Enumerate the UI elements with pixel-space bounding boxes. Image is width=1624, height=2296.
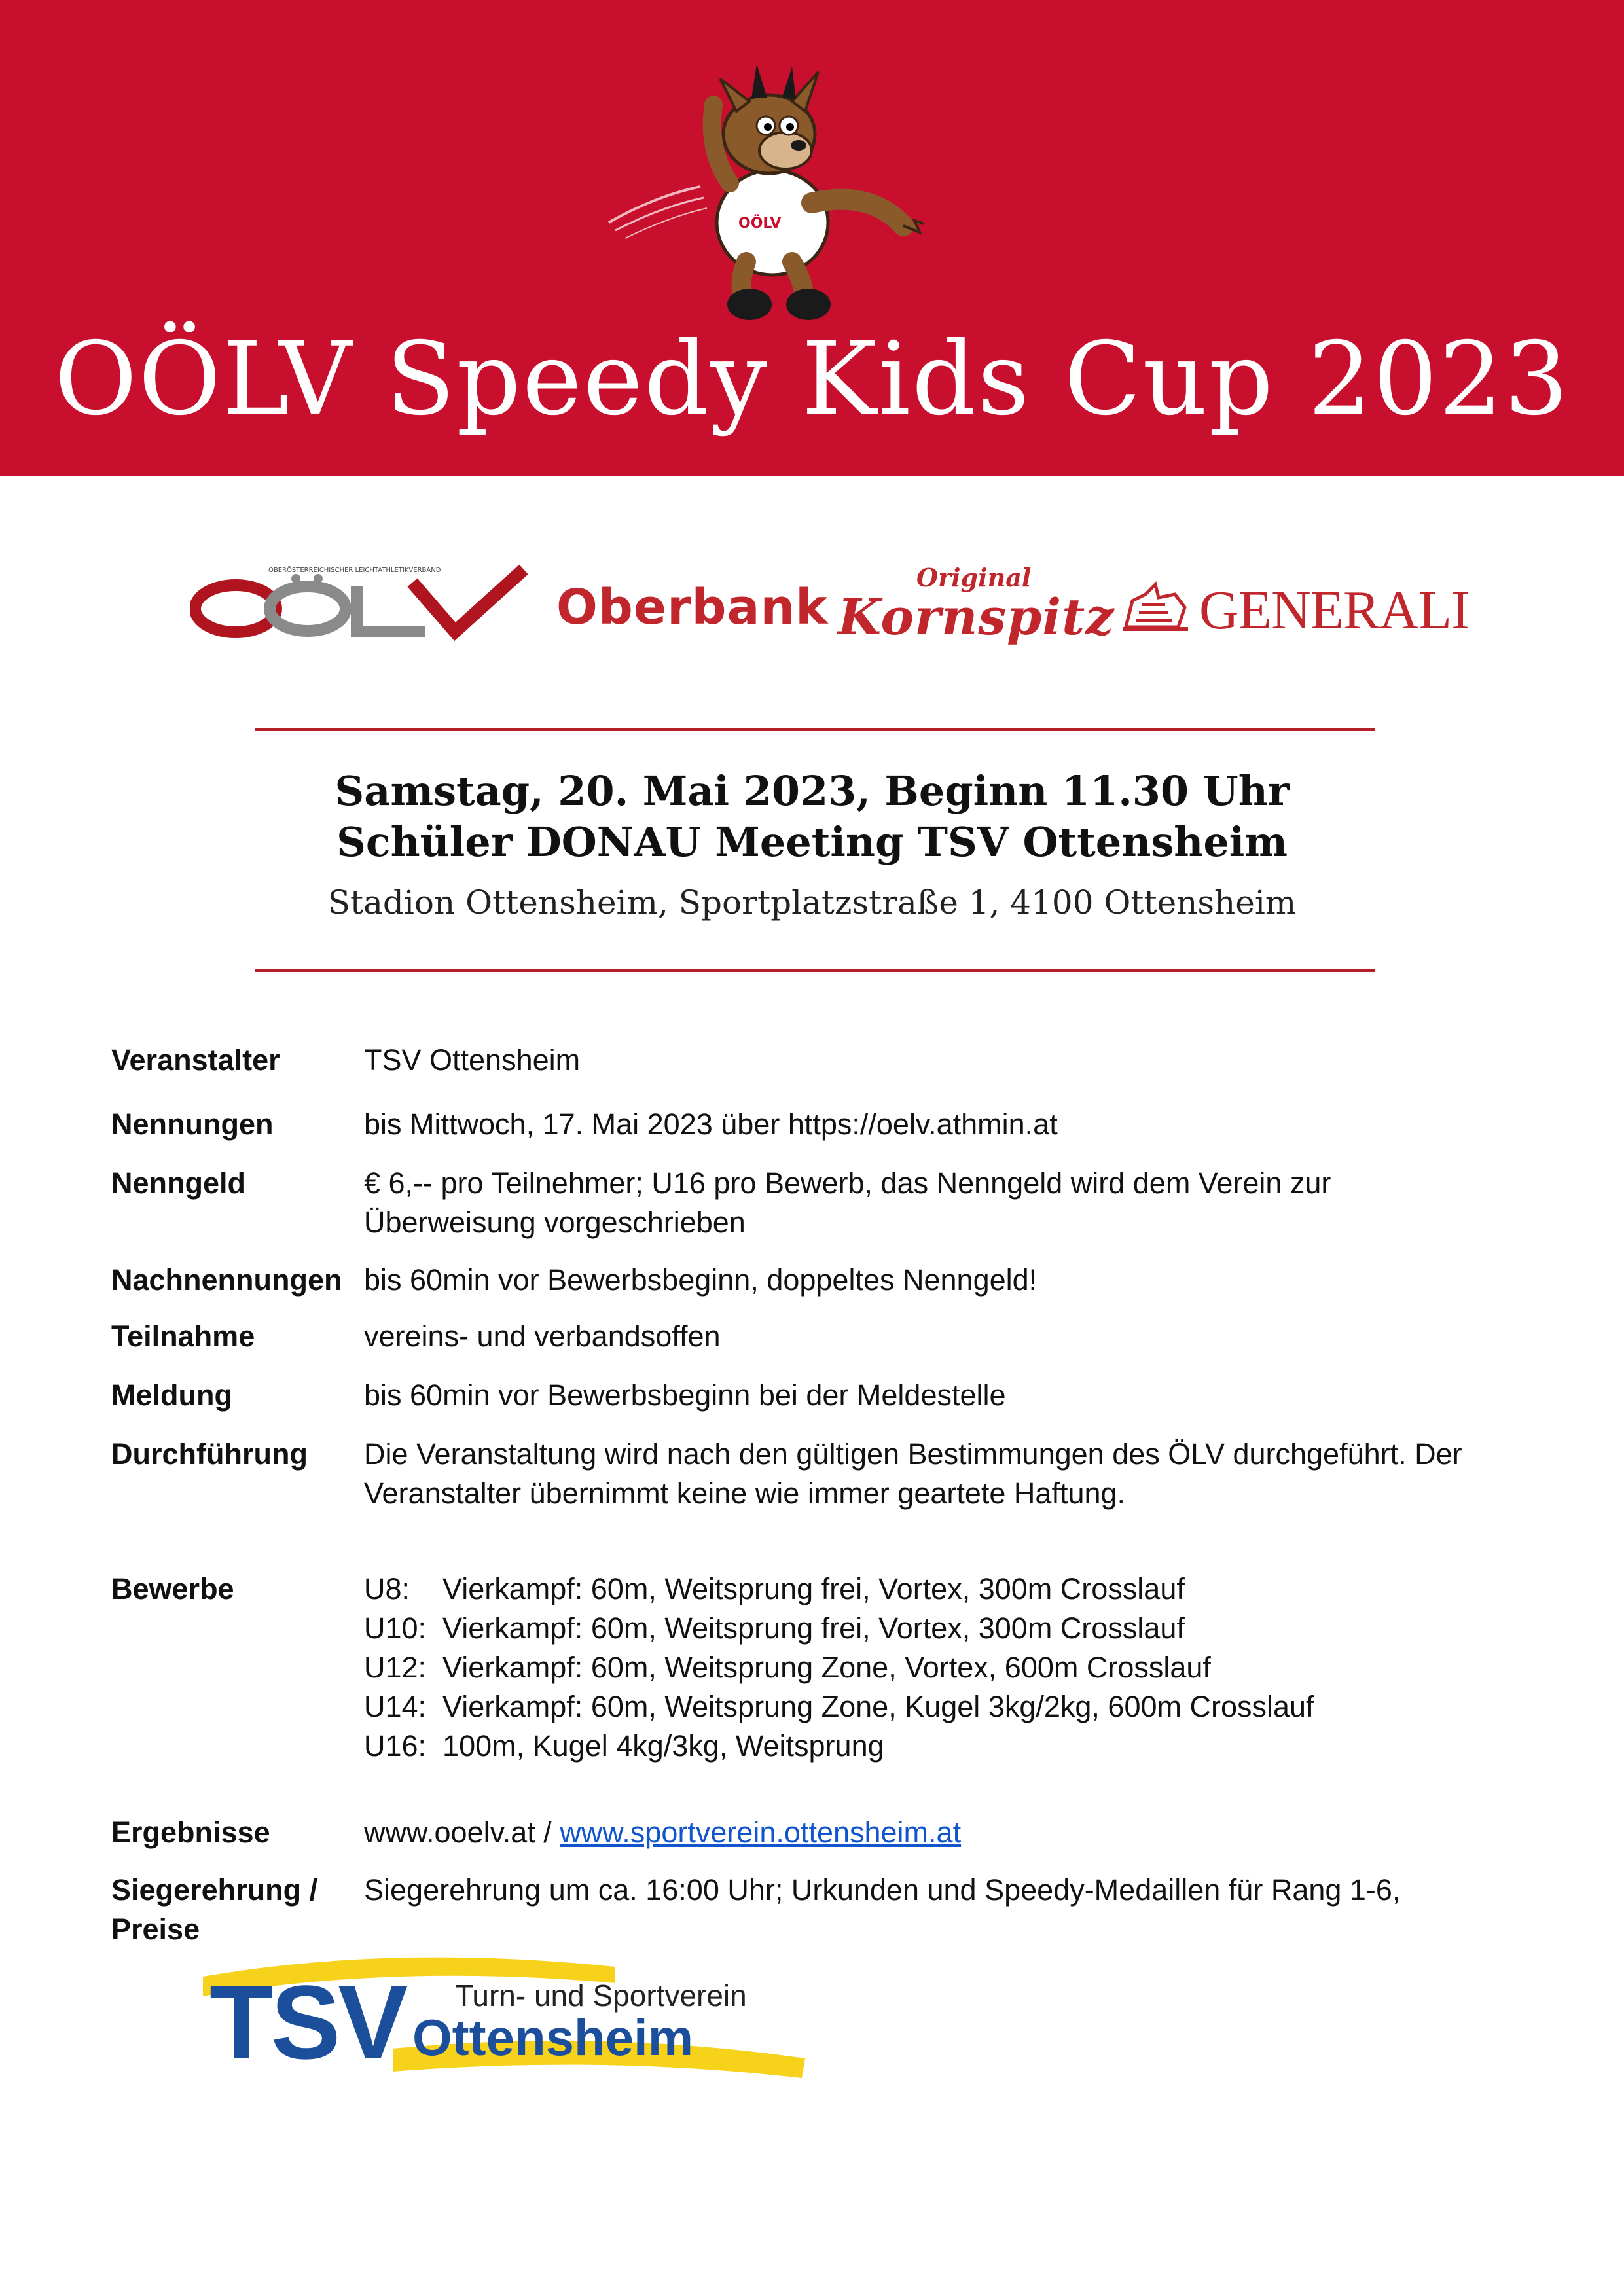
kornspitz-name: Kornspitz — [838, 588, 1115, 646]
event-name: Schüler DONAU Meeting TSV Ottensheim — [336, 818, 1288, 866]
divider-bottom — [255, 969, 1375, 972]
tsv-ottensheim-logo — [196, 1950, 812, 2088]
detail-label: Durchführung — [111, 1437, 308, 1471]
generali-lion-icon — [1119, 581, 1191, 634]
detail-label: Bewerbe — [111, 1572, 234, 1605]
detail-line: U14: Vierkampf: 60m, Weitsprung Zone, Kugel 3kg/2kg, 600m Crosslauf — [364, 1690, 1314, 1723]
divider-top — [255, 728, 1375, 731]
detail-line: bis Mittwoch, 17. Mai 2023 über https://oelv.athmin.at — [364, 1107, 1058, 1141]
detail-line: U8: Vierkampf: 60m, Weitsprung frei, Vortex, 300m Crosslauf — [364, 1572, 1185, 1605]
detail-label: Nennungen — [111, 1107, 274, 1141]
detail-label: Veranstalter — [111, 1043, 280, 1077]
detail-value — [364, 1813, 1509, 1852]
detail-line: Die Veranstaltung wird nach den gültigen Bestimmungen des ÖLV durchgeführt. Der — [364, 1437, 1462, 1471]
detail-label-line: Preise — [111, 1912, 200, 1946]
detail-label: Ergebnisse — [111, 1816, 270, 1849]
detail-value — [364, 1041, 1509, 1080]
detail-label: Nenngeld — [111, 1166, 246, 1200]
tsv-abbr: TSV — [209, 1964, 406, 2081]
detail-value — [364, 1570, 1509, 1766]
detail-value — [364, 1164, 1509, 1242]
header-banner — [0, 0, 1624, 476]
speedy-mascot-illustration — [596, 52, 962, 321]
detail-line: U16: 100m, Kugel 4kg/3kg, Weitsprung — [364, 1729, 884, 1763]
detail-value — [364, 1261, 1509, 1300]
oolv-logo-letters: OÖLV — [190, 563, 192, 564]
detail-line: Veranstalter übernimmt keine wie immer geartete Haftung. — [364, 1477, 1126, 1510]
generali-name: GENERALI — [1199, 580, 1469, 641]
event-venue: Stadion Ottensheim, Sportplatzstraße 1, 4100 Ottensheim — [327, 884, 1297, 922]
detail-label: Nachnennungen — [111, 1263, 342, 1297]
event-date: Samstag, 20. Mai 2023, Beginn 11.30 Uhr — [334, 767, 1290, 815]
kornspitz-original: Original — [916, 563, 1032, 592]
mascot-shirt-text: OÖLV — [738, 215, 782, 232]
detail-value — [364, 1871, 1509, 1910]
sponsor-logos — [190, 550, 1469, 655]
oolv-logo-tagline: OBERÖSTERREICHISCHER LEICHTATHLETIKVERBAND — [268, 567, 441, 574]
detail-value — [364, 1435, 1509, 1513]
detail-label-line: Siegerehrung / — [111, 1873, 318, 1907]
detail-value — [364, 1376, 1509, 1415]
kornspitz-logo — [838, 563, 1115, 648]
detail-label — [111, 1871, 360, 1949]
tsv-line2: Ottensheim — [412, 2009, 694, 2066]
detail-line: Siegerehrung um ca. 16:00 Uhr; Urkunden und Speedy-Medaillen für Rang 1-6, — [364, 1873, 1401, 1907]
detail-line: vereins- und verbandsoffen — [364, 1319, 721, 1353]
detail-label: Teilnahme — [111, 1319, 255, 1353]
tsv-line1: Turn- und Sportverein — [455, 1979, 747, 2013]
detail-value — [364, 1105, 1509, 1144]
detail-line: € 6,-- pro Teilnehmer; U16 pro Bewerb, das Nenngeld wird dem Verein zur — [364, 1166, 1331, 1200]
detail-value — [364, 1317, 1509, 1356]
detail-label: Meldung — [111, 1378, 232, 1412]
results-text: www.ooelv.at / — [364, 1816, 560, 1849]
detail-line: U12: Vierkampf: 60m, Weitsprung Zone, Vortex, 600m Crosslauf — [364, 1651, 1211, 1684]
detail-line: U10: Vierkampf: 60m, Weitsprung frei, Vortex, 300m Crosslauf — [364, 1611, 1185, 1645]
detail-line: Überweisung vorgeschrieben — [364, 1206, 746, 1239]
generali-logo — [1119, 576, 1469, 641]
page-title: OÖLV Speedy Kids Cup 2023 — [54, 321, 1570, 438]
oolv-logo — [190, 563, 537, 641]
results-link[interactable]: www.sportverein.ottensheim.at — [560, 1816, 962, 1849]
detail-line: bis 60min vor Bewerbsbeginn bei der Meldestelle — [364, 1378, 1006, 1412]
detail-line: TSV Ottensheim — [364, 1043, 581, 1077]
oberbank-logo: Oberbank — [556, 579, 829, 636]
detail-line: bis 60min vor Bewerbsbeginn, doppeltes Nenngeld! — [364, 1263, 1038, 1297]
